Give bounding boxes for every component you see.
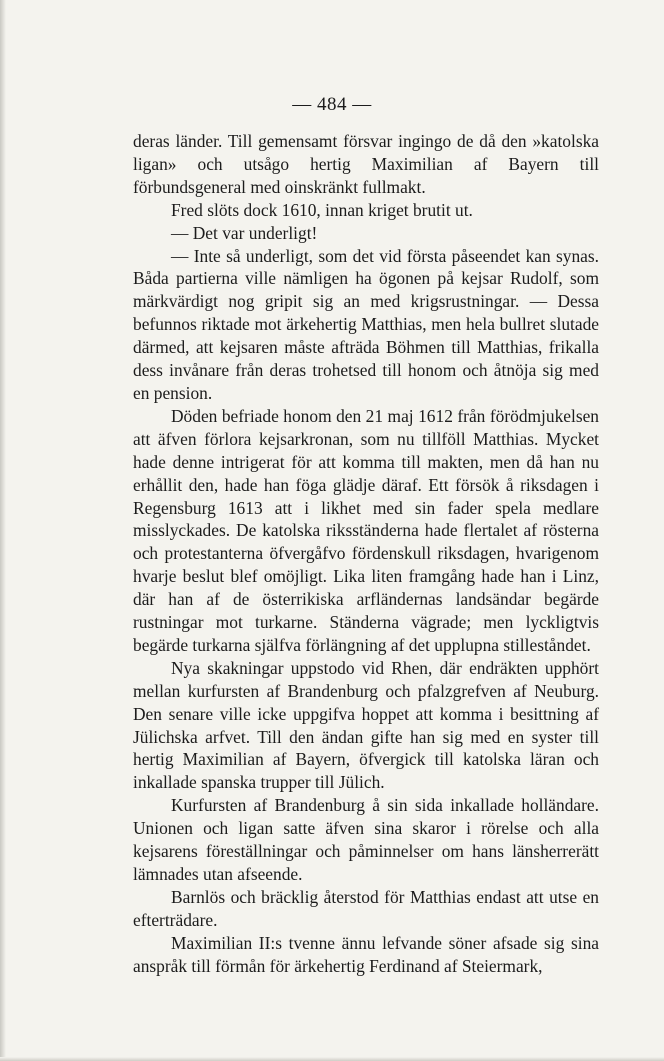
paragraph-2: Fred slöts dock 1610, innan kriget brutit ut. [171,199,473,220]
page-edge-shadow [0,0,6,1061]
paragraph-8: Barnlös och bräcklig återstod för Matthias endast att utse en efterträdare. [133,886,599,930]
page-bottom-edge [0,1057,664,1061]
paragraph-1: deras länder. Till gemensamt försvar ingingo de då den »katolska ligan» och utsågo hertig Maximilian af Bayern till förbundsgeneral med oinskränkt fullmakt. [133,131,599,197]
paragraph-5: Döden befriade honom den 21 maj 1612 från förödmjukelsen att äfven förlora kejsarkronan, som nu tillföll Matthias. Mycket hade denne intrigerat för att komma till makten, men då han nu erhållit den, hade han föga glädje däraf. Ett försök å riksdagen i Regensburg 1613 att i likhet med sin fader spela medlare misslyckades. De katolska riksständerna hade flertalet af rösterna och protestanterna öfvergåfvo fördenskull riksdagen, hvarigenom hvarje beslut blef omöjligt. Lika liten framgång hade han i Linz, där han af de österrikiska arfländernas landsändar begärde rustningar mot turkarne. Ständerna vägrade; men lyckligtvis begärde turkarna själfva förlängning af det upplupna stilleståndet. [133,405,599,655]
page-number: — 484 — [292,94,372,115]
paragraph-9: Maximilian II:s tvenne ännu lefvande söner afsade sig sina anspråk till förmån för ärkehertig Ferdinand af Steiermark, [133,932,599,976]
body-text [133,130,599,978]
paragraph-4: — Inte så underligt, som det vid första påseendet kan synas. Båda partierna ville nämligen ha ögonen på kejsar Rudolf, som märkvärdigt nog gripit sig an med krigsrustningar. — Dessa befunnos riktade mot ärkehertig Matthias, men hela bullret slutade därmed, att kejsaren måste afträda Böhmen till Matthias, frikalla dess invånare från deras trohetsed till honom och åtnöja sig med en pension. [133,245,599,403]
paragraph-3: — Det var underligt! [171,222,318,243]
paragraph-7: Kurfursten af Brandenburg å sin sida inkallade holländare. Unionen och ligan satte äfven sina skaror i rörelse och alla kejsarens föreställningar och påminnelser om hans länsherrerätt lämnades utan afseende. [133,795,599,884]
paragraph-6: Nya skakningar uppstodo vid Rhen, där endräkten upphört mellan kurfursten af Brandenburg och pfalzgrefven af Neuburg. Den senare ville icke uppgifva hoppet att komma i besittning af Jülichska arfvet. Till den ändan gifte han sig med en syster till hertig Maximilian af Bayern, öfvergick till katolska läran och inkallade spanska trupper till Jülich. [133,657,599,793]
